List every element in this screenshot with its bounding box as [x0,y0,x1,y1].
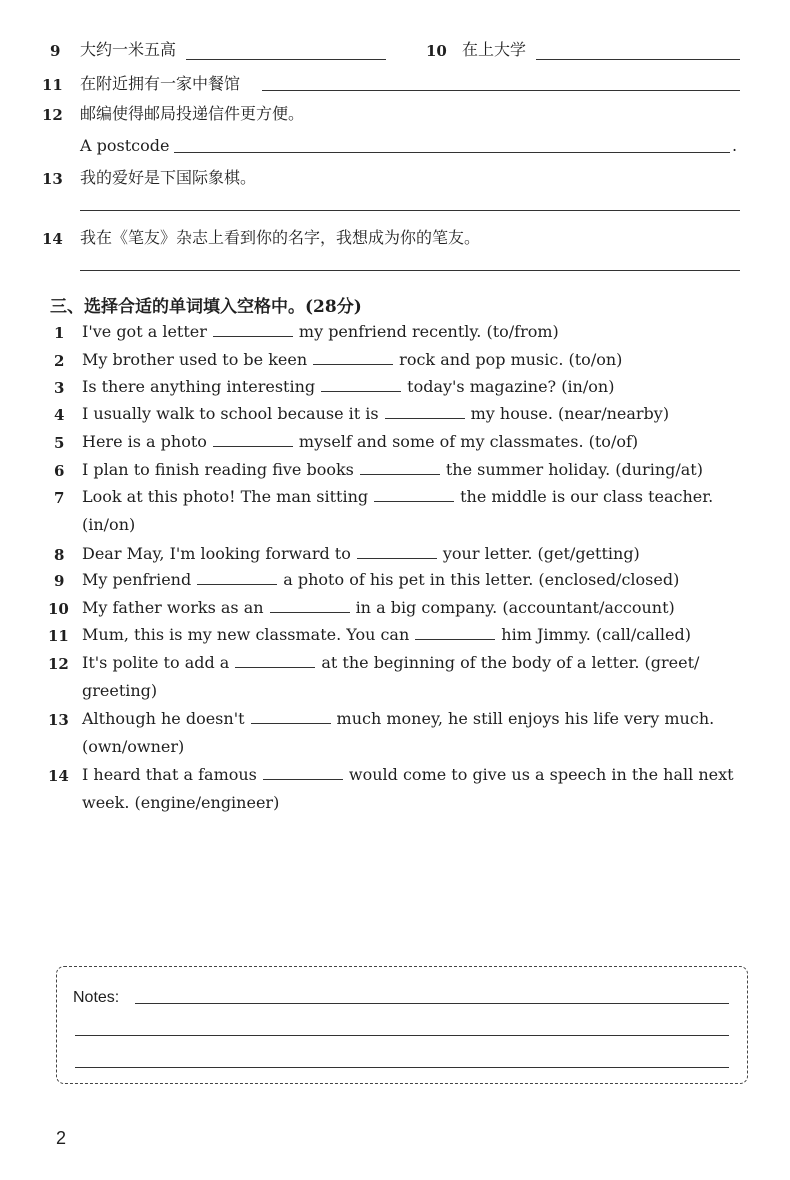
sentence-continuation: week. (engine/engineer) [82,793,280,812]
item-number: 7 [54,489,65,507]
notes-line[interactable] [75,1067,729,1068]
notes-box [56,966,748,1084]
item-number: 1 [54,324,65,342]
sentence-before: My brother used to be keen [82,350,308,369]
sentence-after: at the beginning of the body of a letter. (greet/ [321,653,700,672]
item-number: 5 [54,434,65,452]
item-number: 9 [50,42,61,60]
item-number: 8 [54,546,65,564]
translation-prompt: 在附近拥有一家中餐馆 [80,74,241,93]
sentence-row [82,322,559,342]
answer-line[interactable] [262,90,740,91]
sentence-before: I plan to finish reading five books [82,460,354,479]
sentence-after: rock and pop music. (to/on) [399,350,623,369]
item-number: 4 [54,406,65,424]
item-number: 10 [426,42,447,60]
answer-line[interactable] [536,59,740,60]
item-number: 12 [42,106,63,124]
sentence-prefix: A postcode [80,136,170,155]
item-number: 14 [48,767,69,785]
answer-blank[interactable] [313,350,393,365]
sentence-before: Here is a photo [82,432,207,451]
sentence-after: a photo of his pet in this letter. (enclosed/closed) [283,570,680,589]
sentence-row [82,765,734,785]
sentence-after: much money, he still enjoys his life very much. [336,709,715,728]
sentence-before: Although he doesn't [82,709,245,728]
answer-blank[interactable] [321,377,401,392]
sentence-row [82,432,638,452]
sentence-row [82,653,699,673]
sentence-row [82,377,614,397]
sentence-after: myself and some of my classmates. (to/of) [298,432,639,451]
sentence-row [82,598,675,618]
sentence-continuation: (own/owner) [82,737,185,756]
sentence-suffix: . [732,136,738,155]
item-number: 2 [54,352,65,370]
translation-prompt: 我在《笔友》杂志上看到你的名字，我想成为你的笔友。 [80,228,481,247]
sentence-before: Is there anything interesting [82,377,316,396]
sentence-before: It's polite to add a [82,653,230,672]
answer-blank[interactable] [415,625,495,640]
sentence-row [82,487,713,507]
page-number: 2 [56,1128,67,1148]
section-title: 三、选择合适的单词填入空格中。(28分) [50,297,362,317]
answer-blank[interactable] [235,653,315,668]
sentence-row [82,625,691,645]
answer-blank[interactable] [213,322,293,337]
sentence-continuation: (in/on) [82,515,136,534]
sentence-before: Mum, this is my new classmate. You can [82,625,410,644]
item-number: 6 [54,462,65,480]
sentence-before: I heard that a famous [82,765,257,784]
sentence-row [82,709,714,729]
answer-line[interactable] [186,59,386,60]
translation-prompt: 大约一米五高 [80,40,177,59]
sentence-continuation: greeting) [82,681,158,700]
item-number: 13 [42,170,63,188]
sentence-after: the summer holiday. (during/at) [445,460,703,479]
item-number: 14 [42,230,63,248]
sentence-after: my house. (near/nearby) [470,404,670,423]
translation-prompt: 在上大学 [462,40,527,59]
translation-prompt: 邮编使得邮局投递信件更方便。 [80,104,305,123]
answer-line[interactable] [80,270,740,271]
notes-line[interactable] [75,1035,729,1036]
item-number: 13 [48,711,69,729]
sentence-before: I usually walk to school because it is [82,404,379,423]
sentence-before: I've got a letter [82,322,207,341]
sentence-row [82,544,640,564]
translation-prompt: 我的爱好是下国际象棋。 [80,168,257,187]
item-number: 12 [48,655,69,673]
answer-blank[interactable] [263,765,343,780]
sentence-after: today's magazine? (in/on) [407,377,615,396]
item-number: 11 [42,76,63,94]
sentence-after: the middle is our class teacher. [460,487,714,506]
sentence-row [82,460,703,480]
sentence-row [82,404,669,424]
sentence-before: My father works as an [82,598,264,617]
item-number: 10 [48,600,69,618]
sentence-after: in a big company. (accountant/account) [355,598,675,617]
notes-line[interactable] [135,1003,729,1004]
answer-blank[interactable] [197,570,277,585]
sentence-before: Look at this photo! The man sitting [82,487,369,506]
item-number: 3 [54,379,65,397]
sentence-row [82,570,679,590]
sentence-after: him Jimmy. (call/called) [501,625,691,644]
sentence-before: Dear May, I'm looking forward to [82,544,351,563]
item-number: 11 [48,627,69,645]
item-number: 9 [54,572,65,590]
answer-blank[interactable] [251,709,331,724]
answer-line[interactable] [80,210,740,211]
answer-blank[interactable] [357,544,437,559]
notes-label: Notes: [73,989,120,1006]
sentence-row [82,350,622,370]
sentence-after: your letter. (get/getting) [442,544,640,563]
sentence-before: My penfriend [82,570,192,589]
answer-blank[interactable] [360,460,440,475]
sentence-after: would come to give us a speech in the hall next [348,765,734,784]
answer-blank[interactable] [213,432,293,447]
answer-blank[interactable] [374,487,454,502]
answer-blank[interactable] [385,404,465,419]
answer-blank[interactable] [270,598,350,613]
answer-line[interactable] [174,152,730,153]
sentence-after: my penfriend recently. (to/from) [298,322,559,341]
